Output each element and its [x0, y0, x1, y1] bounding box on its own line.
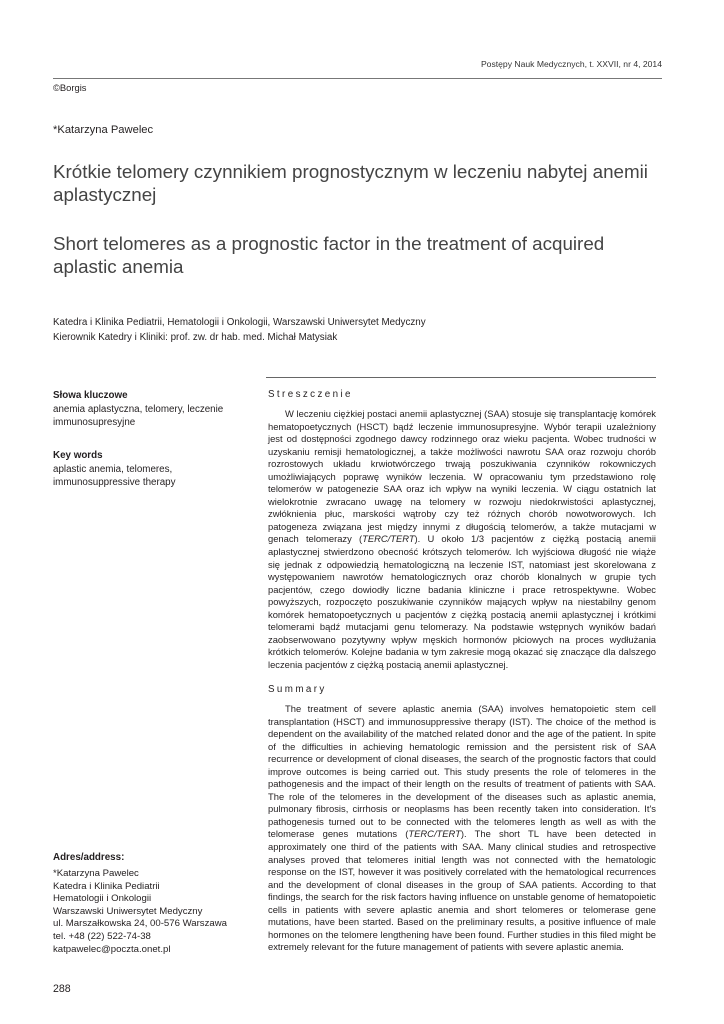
streszczenie-text-a: W leczeniu ciężkiej postaci anemii aplastycznej (SAA) stosuje się transplantację komórek hematopoetycznych (HSCT) bądź leczenie immunosupresyjne. Wybór terapii uzależniony jest od dostępności zgodnego dawcy rodzinnego oraz wieku pacjenta. Wobec trudności w uzyskaniu remisji hematologicznej, a także możliwości nawrotu SAA oraz rozwoju chorób rozrostowych układu krwiotwórczego trwają poszukiwania czynników rokowniczych umożliwiających poprawę wyników leczenia. W opracowaniu tym przedstawiono rolę telomerów w patogenezie SAA oraz ich wpływ na wyniki leczenia. W ciągu ostatnich lat wielokrotnie zwracano uwagę na telomery w rozwoju niedokrwistości aplastycznej, zwłóknienia płuc, marskości wątroby czy też różnych chorób nowotworowych. Ich patogeneza związana jest między innymi z długością telomerów, a także mutacjami w genach telomerazy ( [268, 408, 656, 545]
summary-text-italic: TERC/TERT [408, 828, 461, 840]
keywords-english-text: aplastic anemia, telomeres, immunosuppressive therapy [53, 464, 176, 488]
summary-text-a: The treatment of severe aplastic anemia (SAA) involves hematopoietic stem cell transplantation (HSCT) and immunosuppressive therapy (IST). The choice of the method is dependent on the availability of the matched related donor and the age of the patient. In spite of the difficulties in achieving hematologic remission and the persistent risk of SAA recurrence or development of clonal diseases, the search of the prognostic factors that could improve outcomes is being carried out. This study presents the role of telomeres in the pathogenesis and the impact of their length on the results of treatment of patients with SAA. The role of the telomeres in the development of the diseases such as aplastic anemia, pulmonary fibrosis, cirrhosis or neoplasms has been recently taken into consideration. It's pathogenesis turned out to be connected with the telomeres length as well as with the telomerase genes mutations ( [268, 703, 656, 840]
streszczenie-heading: Streszczenie [268, 389, 353, 400]
address-line: *Katarzyna Pawelec [53, 868, 139, 879]
streszczenie-text-italic: TERC/TERT [362, 533, 415, 545]
affiliation-head: Kierownik Katedry i Kliniki: prof. zw. dr hab. med. Michał Matysiak [53, 331, 338, 343]
address-line: Warszawski Uniwersytet Medyczny [53, 905, 203, 917]
address-line: ul. Marszałkowska 24, 00-576 Warszawa [53, 918, 227, 930]
keywords-polish [53, 390, 253, 430]
affiliation-department: Katedra i Klinika Pediatrii, Hematologii i Onkologii, Warszawski Uniwersytet Medyczny [53, 317, 426, 328]
keywords-polish-heading: Słowa kluczowe [53, 390, 128, 401]
correspondence-address [53, 852, 263, 956]
address-line: Katedra i Klinika Pediatrii [53, 880, 160, 892]
keywords-polish-text: anemia aplastyczna, telomery, leczenie immunosupresyjne [53, 404, 224, 428]
keywords-english [53, 450, 253, 490]
abstract-divider [266, 377, 656, 378]
summary-text-b: ). The short TL have been detected in approximately one third of the patients with SAA. Many clinical studies and retrospective analyses proved that telomeres initial length was not connected with the hematologic response on the IST, however it was positively correlated with the hematological recurrences and the development of clonal diseases in the group of SAA patients. According to that findings, the search for the risk factors having influence on unstable genome of hematopoietic cells in patients with severe aplastic anemia and short telomeres or telomerase gene mutations, have been started. Based on the preliminary results, a positive influence of male hormones on the telomere lengthening have been found. Further studies in this filed might be extremely relevant for the future management of patients with severe aplastic anemia. [268, 828, 656, 953]
copyright-notice: ©Borgis [53, 82, 87, 93]
header-divider [53, 78, 662, 79]
streszczenie-body [268, 408, 656, 671]
address-heading: Adres/address: [53, 852, 125, 863]
summary-heading: Summary [268, 684, 327, 695]
author-name: *Katarzyna Pawelec [53, 124, 154, 136]
affiliation [53, 316, 426, 345]
address-phone: tel. +48 (22) 522-74-38 [53, 930, 151, 942]
address-line: Hematologii i Onkologii [53, 893, 152, 905]
title-polish: Krótkie telomery czynnikiem prognostycznym w leczeniu nabytej anemii aplastycznej [53, 161, 648, 205]
keywords-english-heading: Key words [53, 450, 103, 461]
streszczenie-text-b: ). U około 1/3 pacjentów z ciężką postacią anemii aplastycznej stwierdzono obecność krótszych telomerów. Ich wyjściowa długość nie wiąże się jednak z odpowiedzią hematologiczną na leczenie IST, natomiast jest skorelowana z występowaniem nawrotów hematologicznych oraz chorób klonalnych w grupie tych pacjentów, czego dowiodły liczne badania kliniczne i prace retrospektywne. Wobec powyższych, rozpoczęto poszukiwanie czynników mających wpływ na niestabilny genom komórek hematopoetycznych u pacjentów z ciężką postacią anemii aplastycznej i krótkimi telomerami bądź mutacjami genu telomerazy. Na podstawie wstępnych wyników badań zaobserwowano pozytywny wpływ męskich hormonów płciowych na proces wydłużania krótkich telomerów. Kolejne badania w tym zakresie mogą okazać się znaczące dla dalszego leczenia pacjentów z ciężką postacią anemii aplastycznej. [268, 533, 656, 670]
address-email[interactable]: katpawelec@poczta.onet.pl [53, 943, 171, 955]
summary-body [268, 703, 656, 954]
journal-citation: Postępy Nauk Medycznych, t. XXVII, nr 4, 2014 [480, 59, 662, 69]
page-number: 288 [53, 983, 71, 995]
title-english: Short telomeres as a prognostic factor in the treatment of acquired aplastic anemia [53, 233, 605, 277]
